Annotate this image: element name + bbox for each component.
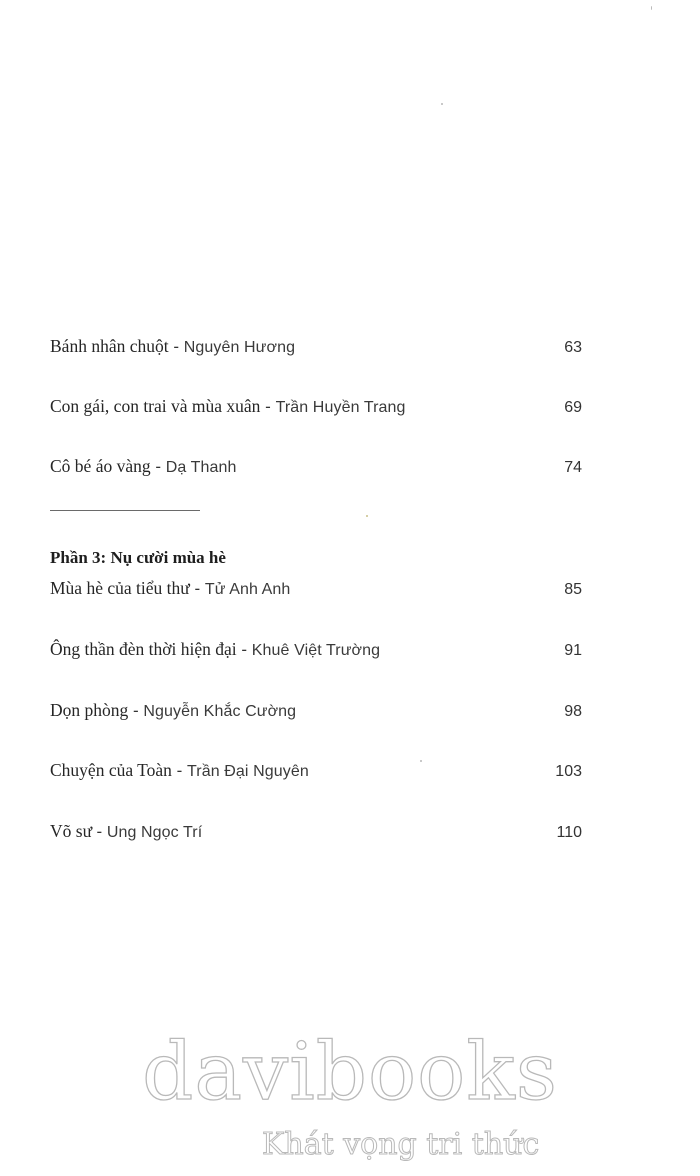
- toc-entry-author: Tử Anh Anh: [204, 581, 291, 598]
- toc-entry-title: Ông thần đèn thời hiện đại: [50, 639, 237, 659]
- toc-entry-separator: -: [241, 640, 252, 659]
- watermark-tagline: Khát vọng tri thức: [262, 1127, 540, 1162]
- toc-entry-author: Trần Đại Nguyên: [187, 763, 309, 780]
- toc-entry-text: [50, 336, 295, 357]
- toc-entry-author: Trần Huyền Trang: [275, 399, 406, 416]
- toc-entry-separator: -: [133, 701, 144, 720]
- toc-entry-author: Dạ Thanh: [165, 459, 237, 476]
- toc-entry-title: Cô bé áo vàng: [50, 456, 151, 476]
- toc-entry-page-number: 98: [564, 703, 582, 720]
- toc-entry-title: Võ sư: [50, 821, 97, 841]
- toc-entry: [50, 821, 582, 845]
- toc-entry-title: Dọn phòng: [50, 700, 129, 720]
- toc-entry-separator: -: [194, 579, 205, 598]
- toc-entry-author: Nguyên Hương: [183, 339, 296, 356]
- toc-entry-separator: -: [265, 397, 276, 416]
- toc-entry: [50, 396, 582, 420]
- toc-entry-page-number: 85: [564, 581, 582, 598]
- scan-speck: [651, 6, 652, 10]
- toc-entry: [50, 639, 582, 663]
- toc-entry-author: Nguyễn Khắc Cường: [143, 703, 297, 720]
- toc-entry-text: [50, 578, 290, 599]
- toc-entry-title: Con gái, con trai và mùa xuân: [50, 396, 261, 416]
- toc-entry: [50, 336, 582, 360]
- toc-entry-text: [50, 821, 202, 842]
- scan-speck: [420, 760, 422, 762]
- toc-entry: [50, 700, 582, 724]
- toc-entry-separator: -: [176, 761, 188, 780]
- watermark-brand: davibooks: [142, 1025, 558, 1118]
- toc-entry-text: [50, 456, 237, 477]
- toc-entry-separator: -: [155, 457, 166, 476]
- toc-entry-page-number: 110: [556, 824, 582, 841]
- toc-entry-title: Bánh nhân chuột: [50, 336, 169, 356]
- section-heading: Phần 3: Nụ cười mùa hè: [50, 548, 226, 567]
- toc-entry-page-number: 74: [564, 459, 582, 476]
- scan-speck: [441, 103, 443, 105]
- toc-entry-page-number: 103: [555, 763, 582, 780]
- toc-entry-separator: -: [96, 822, 107, 841]
- toc-entry-text: [50, 700, 296, 721]
- toc-entry-separator: -: [173, 337, 184, 356]
- toc-entry-page-number: 91: [564, 642, 582, 659]
- toc-entry-title: Mùa hè của tiểu thư: [50, 578, 190, 598]
- toc-entry: [50, 456, 582, 480]
- toc-entry: [50, 760, 582, 784]
- toc-entry-text: [50, 760, 309, 781]
- toc-entry-text: [50, 396, 406, 417]
- toc-entry-title: Chuyện của Toàn: [50, 760, 172, 780]
- toc-entry-page-number: 63: [564, 339, 582, 356]
- toc-entry: [50, 578, 582, 602]
- toc-entry-author: Ung Ngọc Trí: [106, 824, 203, 841]
- toc-entry-page-number: 69: [564, 399, 582, 416]
- section-divider: [50, 510, 200, 511]
- toc-entry-text: [50, 639, 380, 660]
- toc-entry-author: Khuê Việt Trường: [251, 642, 381, 659]
- scan-speck: [366, 515, 368, 517]
